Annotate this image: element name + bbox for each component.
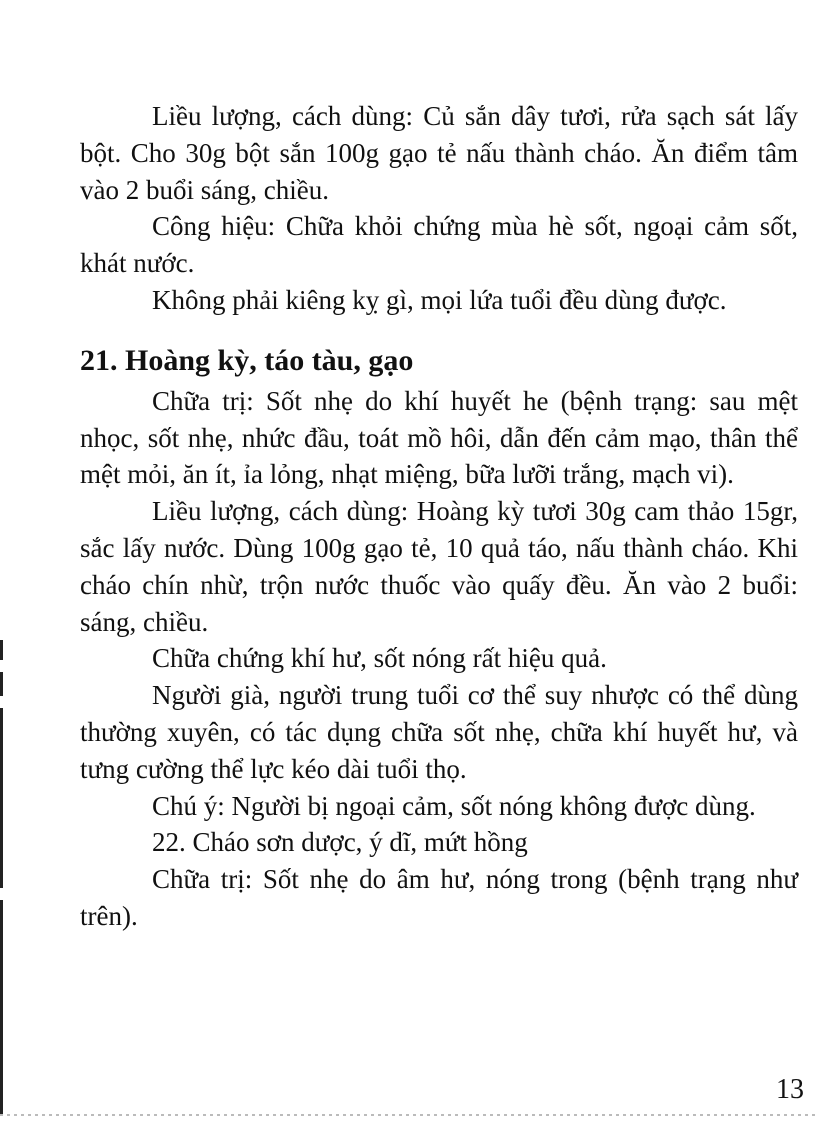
page-number: 13 bbox=[776, 1074, 804, 1105]
scan-bottom-edge bbox=[0, 1114, 816, 1116]
paragraph: Chữa chứng khí hư, sốt nóng rất hiệu quả. bbox=[152, 643, 607, 674]
paragraph: Công hiệu: Chữa khỏi chứng mùa hè sốt, ngoại cảm sốt, khát nước. bbox=[80, 211, 798, 279]
scan-margin-mark bbox=[0, 900, 3, 1115]
scan-margin-mark bbox=[0, 640, 3, 660]
paragraph: Liều lượng, cách dùng: Củ sắn dây tươi, rửa sạch sát lấy bột. Cho 30g bột sắn 100g gạo tẻ nấu thành cháo. Ăn điểm tâm vào 2 buổi sáng, chiều. bbox=[80, 101, 798, 205]
paragraph: Chú ý: Người bị ngoại cảm, sốt nóng không được dùng. bbox=[152, 790, 756, 821]
paragraph: Không phải kiêng kỵ gì, mọi lứa tuổi đều dùng được. bbox=[152, 284, 727, 315]
paragraph: Người già, người trung tuổi cơ thể suy nhược có thể dùng thường xuyên, có tác dụng chữa sốt nhẹ, chữa khí huyết hư, và tưng cường thể lực kéo dài tuổi thọ. bbox=[80, 680, 798, 784]
paragraph: Liều lượng, cách dùng: Hoàng kỳ tươi 30g cam thảo 15gr, sắc lấy nước. Dùng 100g gạo tẻ, 10 quả táo, nấu thành cháo. Khi cháo chín nhừ, trộn nước thuốc vào quấy đều. Ăn vào 2 buổi: sáng, chiều. bbox=[80, 496, 798, 637]
text-column bbox=[80, 98, 798, 935]
paragraph: Chữa trị: Sốt nhẹ do âm hư, nóng trong (bệnh trạng như trên). bbox=[80, 864, 798, 931]
scan-margin-mark bbox=[0, 708, 3, 888]
scan-margin-mark bbox=[0, 672, 3, 696]
paragraph: Chữa trị: Sốt nhẹ do khí huyết he (bệnh trạng: sau mệt nhọc, sốt nhẹ, nhức đầu, toát mồ hôi, dẫn đến cảm mạo, thân thể mệt mỏi, ăn ít, ỉa lỏng, nhạt miệng, bữa lưỡi trắng, mạch vi). bbox=[80, 385, 798, 490]
section-heading: 21. Hoàng kỳ, táo tàu, gạo bbox=[80, 343, 414, 377]
subheading-line: 22. Cháo sơn dược, ý dĩ, mứt hồng bbox=[152, 827, 528, 858]
